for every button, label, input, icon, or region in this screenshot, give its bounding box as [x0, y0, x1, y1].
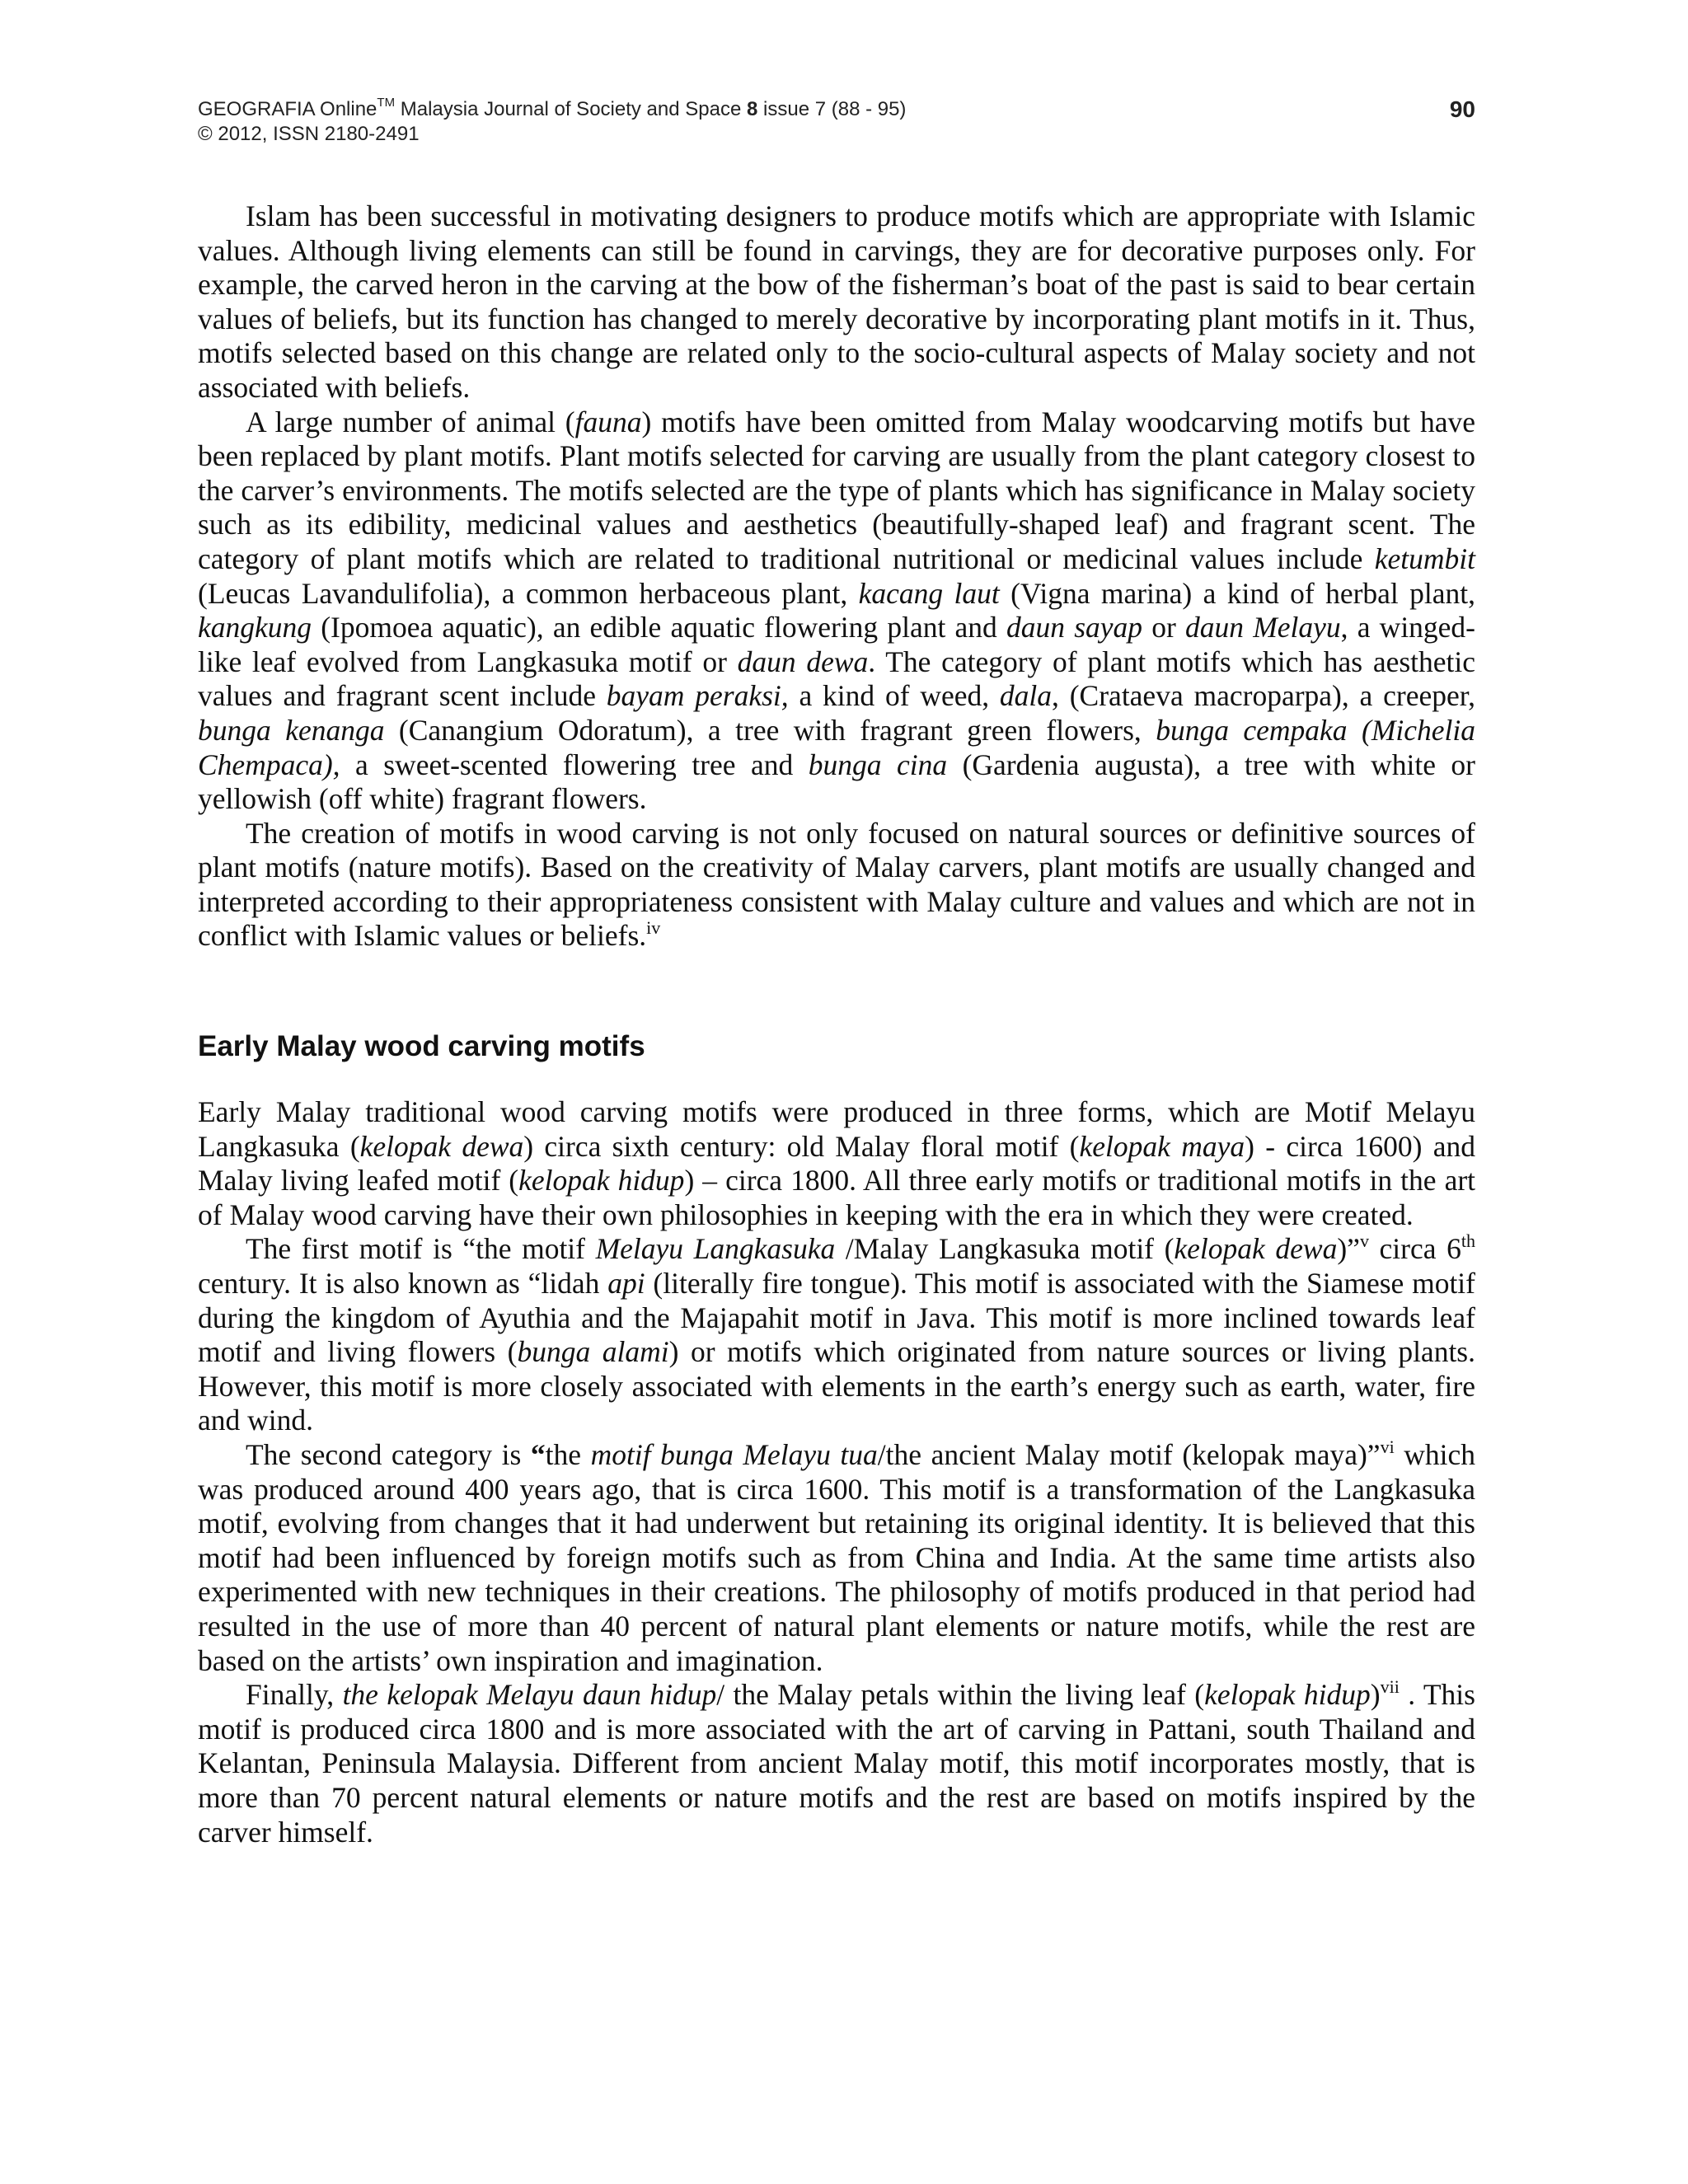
- text-run: which was produced around 400 years ago, that is circa 1600. This motif is a transformation of the Langkasuka motif, evolving from changes that it had underwent but retaining its original identity. It is believed that this motif had been influenced by foreign motifs such as from China and India. At the same time artists also experimented with new techniques in their creations. The philosophy of motifs produced in that period had resulted in the use of more than 40 percent of natural plant elements or nature motifs, while the rest are based on the artists’ own inspiration and imagination.: [198, 1438, 1476, 1677]
- endnote-marker: v: [1359, 1230, 1369, 1252]
- text-run: ) motifs have been omitted from Malay woodcarving motifs but have been replaced by plant motifs. Plant motifs selected for carving are usually from the plant category closest to the carver’s environments. The motifs selected are the type of plants which has significance in Malay society such as its edibility, medicinal values and aesthetics (beautifully-shaped leaf) and fragrant scent. The category of plant motifs which are related to traditional nutritional or medicinal values include: [198, 405, 1475, 575]
- paragraph-second-motif: [198, 1438, 1475, 1678]
- italic-term: kangkung: [198, 611, 312, 644]
- text-run: century. It is also known as “lidah: [198, 1267, 608, 1301]
- text-run: )”: [1337, 1232, 1360, 1266]
- page-number: 90: [1449, 96, 1475, 122]
- paragraph-third-motif: [198, 1678, 1475, 1849]
- italic-term: dala: [999, 679, 1053, 713]
- italic-term: kelopak hidup: [518, 1164, 685, 1197]
- text-run: The second category is: [246, 1438, 531, 1471]
- text-run: ) – circa 1800. All three early motifs or traditional motifs in the art of Malay wood carving have their own philosophies in keeping with the era in which they were created.: [198, 1164, 1476, 1231]
- italic-term: kelopak maya: [1079, 1129, 1245, 1163]
- italic-term: motif bunga Melayu tua: [590, 1438, 878, 1471]
- copyright-issn: © 2012, ISSN 2180-2491: [198, 123, 420, 145]
- italic-term: the kelopak Melayu daun hidup: [342, 1678, 717, 1712]
- italic-term: daun Melayu: [1185, 611, 1341, 644]
- text-run: Early Malay traditional wood carving motifs were produced in three forms, which are Motif Melayu Langkasuka (: [198, 1095, 1475, 1163]
- text-run: GEOGRAFIA Online: [198, 98, 377, 120]
- italic-term: Melayu Langkasuka: [595, 1232, 836, 1266]
- text-run: (Vigna marina) a kind of herbal plant,: [999, 576, 1475, 610]
- italic-term: bunga alami: [517, 1335, 669, 1369]
- text-run: or: [1142, 611, 1185, 644]
- text-run: a kind of weed,: [788, 679, 1000, 713]
- italic-term: daun sayap: [1006, 611, 1143, 644]
- text-run: ) circa sixth century: old Malay floral motif (: [523, 1129, 1080, 1163]
- text-run: The first motif is “the motif: [246, 1232, 596, 1266]
- running-header: [198, 97, 1475, 147]
- text-run: , a winged-like leaf evolved from Langkasuka motif or: [198, 611, 1476, 678]
- text-run: /the ancient Malay motif (kelopak maya)”: [877, 1438, 1381, 1471]
- text-run: Finally,: [246, 1678, 343, 1712]
- italic-term: kacang laut: [858, 576, 1000, 610]
- text-run: . The category of plant motifs which has aesthetic values and fragrant scent include: [198, 644, 1475, 713]
- italic-term: daun dewa: [737, 644, 869, 678]
- article-body: [198, 199, 1475, 1849]
- text-run: a sweet-scented flowering tree and: [340, 748, 809, 781]
- section-heading: Early Malay wood carving motifs: [198, 1030, 645, 1063]
- text-run: Islam has been successful in motivating designers to produce motifs which are appropriate with Islamic values. Although living elements can still be found in carvings, they are for decorative purposes only. For example, the carved heron in the carving at the bow of the fisherman’s boat of the past is said to bear certain values of beliefs, but its function has changed to merely decorative by incorporating plant motifs in it. Thus, motifs selected based on this change are related only to the socio-cultural aspects of Malay society and not associated with beliefs.: [198, 199, 1475, 404]
- endnote-marker: vii: [1380, 1676, 1400, 1698]
- text-run: (Gardenia augusta), a tree with white or yellowish (off white) fragrant flowers.: [198, 748, 1476, 816]
- italic-term: fauna: [574, 405, 642, 438]
- text-run: an edible aquatic flowering plant and: [543, 611, 1006, 644]
- italic-term: ,: [536, 611, 544, 644]
- paragraph-three-forms: [198, 1095, 1475, 1232]
- paragraph-creation-of-motifs: [198, 817, 1475, 954]
- italic-term: bunga kenanga: [198, 713, 385, 747]
- text-run: circa 6: [1368, 1232, 1461, 1266]
- text-run: . This motif is produced circa 1800 and is more associated with the art of carving in Pattani, south Thailand and Kelantan, Peninsula Malaysia. Different from ancient Malay motif, this motif incorporates mostly, that is more than 70 percent natural elements or nature motifs and the rest are based on motifs inspired by the carver himself.: [198, 1678, 1475, 1849]
- italic-term: kelopak dewa: [1174, 1232, 1338, 1266]
- text-run: Malaysia Journal of Society and Space: [395, 98, 747, 120]
- italic-term: bayam peraksi,: [606, 679, 789, 713]
- text-run: (literally fire tongue). This motif is associated with the Siamese motif during the kingdom of Ayuthia and the Majapahit motif in Java. This motif is more inclined towards leaf motif and living flowers (: [198, 1267, 1475, 1369]
- text-run: /Malay Langkasuka motif (: [835, 1232, 1175, 1266]
- text-run: The creation of motifs in wood carving is not only focused on natural sources or definitive sources of plant motifs (nature motifs). Based on the creativity of Malay carvers, plant motifs are usually changed and interpreted according to their appropriateness consistent with Malay culture and values and which are not in conflict with Islamic values or beliefs.: [198, 816, 1475, 953]
- text-run: (Canangium Odoratum), a tree with fragrant green flowers,: [384, 713, 1156, 747]
- text-run: ) - circa 1600) and Malay living leafed motif (: [198, 1129, 1476, 1197]
- italic-term: api: [607, 1267, 645, 1301]
- italic-term: bunga cempaka (Michelia Chempaca),: [198, 713, 1475, 781]
- paragraph-plant-motifs: [198, 405, 1475, 817]
- text-run: / the Malay petals within the living leaf (: [716, 1678, 1205, 1712]
- journal-citation: [198, 97, 1475, 122]
- text-run: ): [1370, 1678, 1381, 1712]
- text-run: (Leucas Lavandulifolia), a common herbaceous plant,: [198, 576, 859, 610]
- text-run: the: [545, 1438, 591, 1471]
- text-run: ) or motifs which originated from nature sources or living plants. However, this motif is more closely associated with elements in the earth’s energy such as earth, water, fire and wind.: [198, 1335, 1475, 1437]
- bold-mark: “: [530, 1438, 546, 1471]
- italic-term: bunga cina: [808, 748, 948, 781]
- text-run: , (Crataeva macroparpa), a creeper,: [1052, 679, 1475, 713]
- text-run: issue 7 (88 - 95): [757, 98, 907, 120]
- italic-term: ketumbit: [1374, 541, 1475, 575]
- italic-term: kelopak hidup: [1204, 1678, 1371, 1712]
- volume-number: 8: [746, 98, 758, 120]
- text-run: (Ipomoea aquatic): [312, 611, 537, 644]
- ordinal-suffix: th: [1461, 1230, 1475, 1252]
- italic-term: kelopak dewa: [359, 1129, 524, 1163]
- trademark-mark: TM: [377, 96, 396, 110]
- paragraph-islam-motifs: [198, 199, 1475, 405]
- endnote-marker: iv: [646, 917, 661, 939]
- text-run: A large number of animal (: [246, 405, 575, 438]
- paragraph-first-motif: [198, 1232, 1475, 1438]
- endnote-marker: vi: [1380, 1436, 1395, 1457]
